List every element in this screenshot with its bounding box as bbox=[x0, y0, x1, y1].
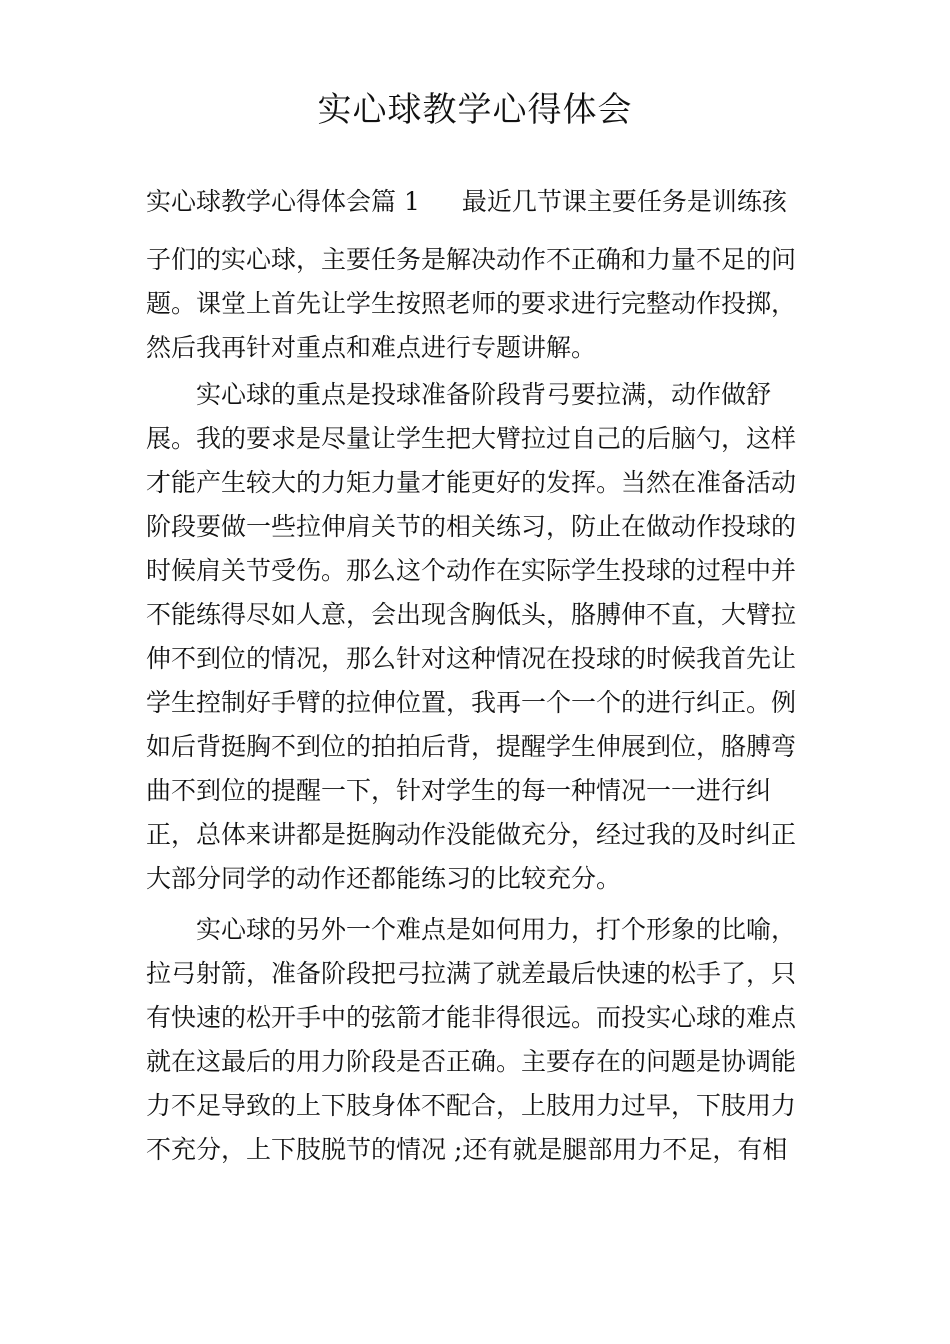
paragraph-line: 力不足导致的上下肢身体不配合，上肢用力过早，下肢用力 bbox=[146, 1091, 797, 1120]
paragraph-line: 就在这最后的用力阶段是否正确。主要存在的问题是协调能 bbox=[146, 1047, 797, 1076]
paragraph-line: 如后背挺胸不到位的拍拍后背，提醒学生伸展到位，胳膊弯 bbox=[146, 732, 797, 761]
paragraph-line: 有快速的松开手中的弦箭才能非得很远。而投实心球的难点 bbox=[146, 1003, 797, 1032]
paragraph-line: 题。课堂上首先让学生按照老师的要求进行完整动作投掷， bbox=[146, 289, 797, 318]
paragraph-line: 伸不到位的情况，那么针对这种情况在投球的时候我首先让 bbox=[146, 644, 797, 673]
paragraph-text: 最近几节课主要任务是训练孩 bbox=[461, 187, 787, 216]
paragraph-line: 才能产生较大的力矩力量才能更好的发挥。当然在准备活动 bbox=[146, 468, 797, 497]
paragraph-line: 子们的实心球，主要任务是解决动作不正确和力量不足的问 bbox=[146, 245, 797, 274]
paragraph-line: 然后我再针对重点和难点进行专题讲解。 bbox=[146, 333, 597, 362]
paragraph-line: 曲不到位的提醒一下，针对学生的每一种情况一一进行纠 bbox=[146, 776, 772, 805]
paragraph-line bbox=[146, 180, 806, 224]
paragraph-line: 实心球的另外一个难点是如何用力，打个形象的比喻， bbox=[196, 915, 797, 944]
paragraph-line: 学生控制好手臂的拉伸位置，我再一个一个的进行纠正。例 bbox=[146, 688, 797, 717]
paragraph-line: 实心球的重点是投球准备阶段背弓要拉满，动作做舒 bbox=[196, 380, 772, 409]
paragraph-line: 阶段要做一些拉伸肩关节的相关练习，防止在做动作投球的 bbox=[146, 512, 797, 541]
paragraph-line: 正，总体来讲都是挺胸动作没能做充分，经过我的及时纠正 bbox=[146, 820, 797, 849]
paragraph-line: 拉弓射箭，准备阶段把弓拉满了就差最后快速的松手了，只 bbox=[146, 959, 797, 988]
paragraph-line: 不能练得尽如人意，会出现含胸低头，胳膊伸不直，大臂拉 bbox=[146, 600, 797, 629]
paragraph-line: 时候肩关节受伤。那么这个动作在实际学生投球的过程中并 bbox=[146, 556, 797, 585]
section-heading: 实心球教学心得体会篇 1 bbox=[146, 187, 420, 216]
document-title: 实心球教学心得体会 bbox=[317, 90, 633, 130]
paragraph-line: 不充分，上下肢脱节的情况 ;还有就是腿部用力不足，有相 bbox=[146, 1135, 788, 1164]
paragraph-line: 展。我的要求是尽量让学生把大臂拉过自己的后脑勺，这样 bbox=[146, 424, 797, 453]
paragraph-line: 大部分同学的动作还都能练习的比较充分。 bbox=[146, 864, 622, 893]
